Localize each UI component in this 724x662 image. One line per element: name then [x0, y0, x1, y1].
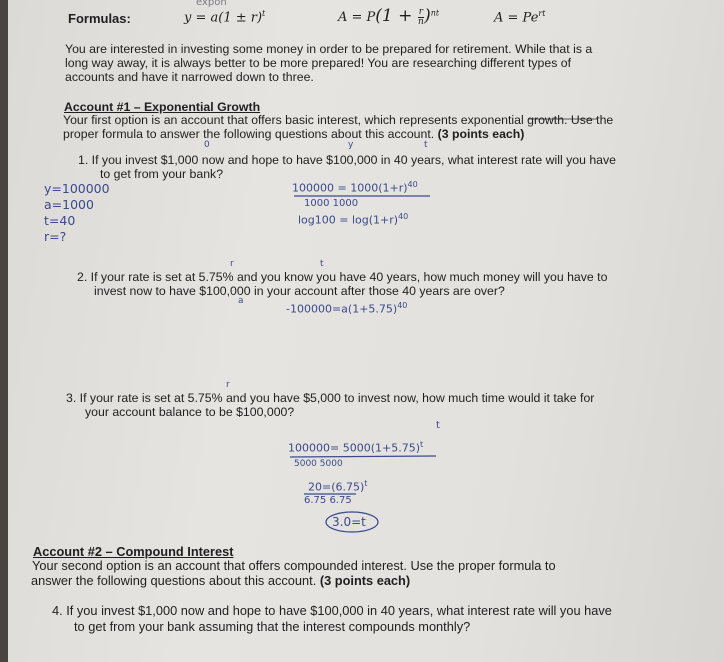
q3-answer-circle	[326, 512, 378, 532]
handwritten-q1-step1: $100000 = 1000(1+r)^{40}$	[292, 180, 418, 195]
question-4-line-2: to get from your bank assuming that the interest compounds monthly?	[74, 619, 471, 634]
handwritten-q3-equation: $100000= 5000(1+5.75)^t$	[288, 440, 424, 455]
handwritten-q3-step2: $20=(6.75)^t$	[308, 479, 368, 494]
question-4-line-1: 4. If you invest $1,000 now and hope to have $100,000 in 40 years, what interest rate will you have	[52, 603, 612, 618]
question-3-line-2: your account balance to be $100,000?	[85, 405, 295, 419]
handwritten-q3-step3: 6.75 6.75	[304, 495, 352, 506]
handwritten-mark-t-q1: t	[424, 140, 428, 150]
worksheet-page	[8, 0, 724, 662]
handwritten-q1-step2: $\log 100 = \log(1+r)^{40}$	[298, 212, 409, 227]
handwritten-top-word: expon	[196, 0, 227, 8]
account1-title: Account #1 – Exponential Growth	[64, 100, 261, 114]
formulas-label: Formulas:	[68, 11, 131, 26]
question-1-line-1: 1. If you invest $1,000 now and hope to have $100,000 in 40 years, what interest rate will you have	[78, 153, 616, 167]
question-1-line-2: to get from your bank?	[100, 167, 224, 181]
handwritten-var-r: r=?	[44, 229, 67, 244]
q3-fraction-line	[290, 456, 436, 457]
handwritten-mark-a-q2: a	[238, 296, 244, 306]
handwritten-q3-answer: 3.0=t	[332, 515, 366, 529]
question-3-line-1: 3. If your rate is set at 5.75% and you have $5,000 to invest now, how much time would it take for	[66, 391, 595, 405]
compound-formula: A = P(1 + $\frac{r}{n}$ )$^{nt}$	[338, 6, 440, 27]
handwritten-mark-t-q2: t	[320, 259, 324, 269]
handwritten-q1-step1-den: 1000 1000	[304, 198, 359, 209]
handwritten-mark-t-q3: t	[436, 420, 440, 431]
account2-desc-line-2: answer the following questions about this account. (3 points each)	[31, 573, 411, 588]
handwritten-q2-equation: $-100000=a(1+5.75)^{40}$	[286, 301, 408, 316]
question-2-line-1: 2. If your rate is set at 5.75% and you know you have 40 years, how much money will you have to	[77, 270, 608, 284]
intro-line-3: accounts and have it narrowed down to three.	[65, 70, 314, 84]
handwritten-var-y: y=100000	[44, 181, 110, 196]
question-2-line-2: invest now to have $100,000 in your account after those 40 years are over?	[94, 284, 505, 298]
account2-desc-line-1: Your second option is an account that offers compounded interest. Use the proper formula to	[32, 558, 556, 573]
handwritten-mark-r-q3: r	[226, 380, 230, 390]
handwritten-var-a: a=1000	[44, 197, 94, 212]
account1-desc-line-2: proper formula to answer the following questions about this account. (3 points each)	[63, 127, 525, 141]
continuous-formula: $A = Pe^{rt}$	[494, 9, 546, 26]
account1-desc-line-1: Your first option is an account that offers basic interest, which represents exponential growth. Use the	[63, 113, 614, 127]
intro-line-1: You are interested in investing some money in order to be prepared for retirement. While that is a	[65, 42, 593, 56]
handwritten-mark-r-q2: r	[230, 259, 234, 269]
account2-title: Account #2 – Compound Interest	[33, 544, 234, 559]
exponential-formula: $y = a(1 \pm r)^t$	[184, 9, 266, 26]
handwritten-q3-den: 5000 5000	[294, 459, 343, 469]
handwritten-var-t: t=40	[44, 213, 76, 228]
handwritten-mark-a-q1: 0	[204, 140, 210, 150]
intro-line-2: long way away, it is always better to be more prepared! You are researching different types of	[65, 56, 572, 70]
handwritten-mark-y-q1: y	[348, 140, 354, 150]
